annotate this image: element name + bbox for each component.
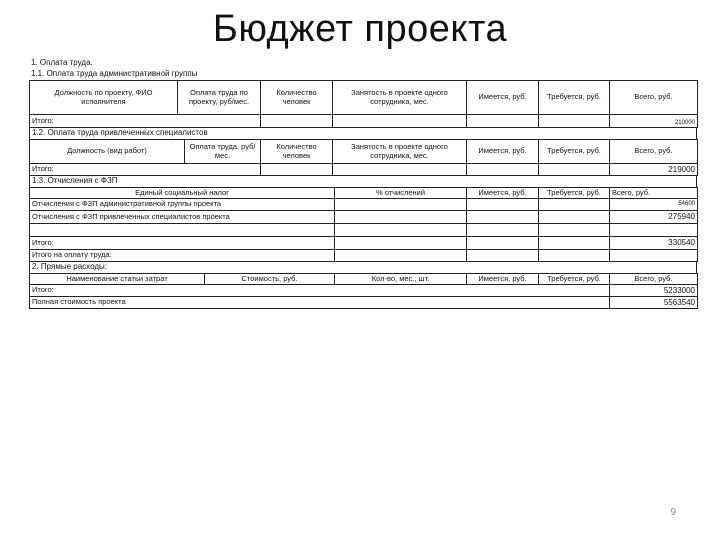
deductions-table	[29, 187, 698, 262]
column-header: Наименование статьи затрат	[30, 274, 205, 285]
column-header: Всего, руб.	[610, 140, 698, 164]
table-header-row	[30, 81, 698, 115]
page-title: Бюджет проекта	[212, 8, 508, 50]
column-header: Занятость в проекте одного сотрудника, мес.	[333, 81, 467, 115]
row-value: 54600	[610, 199, 698, 211]
table-header-row	[30, 274, 698, 285]
total-label: Итого:	[30, 285, 610, 297]
table-row	[30, 164, 698, 176]
column-header: Количество человек	[261, 140, 333, 164]
total-value: 5233000	[610, 285, 698, 297]
column-header: Стоимость, руб.	[205, 274, 335, 285]
column-header: Требуется, руб.	[539, 81, 610, 115]
total-label: Итого:	[30, 164, 261, 176]
row-label: Отчисления с ФЗП привлеченных специалистов проекта	[30, 211, 335, 224]
section-label-admin: 1.1. Оплата труда административной группы	[31, 69, 198, 78]
column-header: % отчислений	[335, 188, 467, 199]
table-row	[30, 237, 698, 250]
budget-sheet	[29, 58, 697, 309]
column-header: Всего, руб.	[610, 188, 698, 199]
column-header: Занятость в проекте одного сотрудника, мес.	[333, 140, 467, 164]
column-header: Единый социальный налог	[30, 188, 335, 199]
column-header: Должность (вид работ)	[30, 140, 185, 164]
table-row	[30, 224, 698, 237]
row-label: Отчисления с ФЗП административной группы проекта	[30, 199, 335, 211]
column-header: Всего, руб.	[610, 81, 698, 115]
table-header-row	[30, 140, 698, 164]
table-row	[30, 211, 698, 224]
admin-group-table	[29, 80, 698, 128]
total-value: 330540	[610, 237, 698, 250]
column-header: Требуется, руб.	[539, 188, 610, 199]
column-header: Имеется, руб.	[467, 140, 539, 164]
column-header: Количество человек	[261, 81, 333, 115]
specialists-table	[29, 139, 698, 176]
column-header: Имеется, руб.	[467, 188, 539, 199]
table-row	[30, 115, 698, 128]
pay-total-label: Итого на оплату труда:	[30, 250, 335, 262]
section-label-direct-costs: 2. Прямые расходы:	[29, 262, 697, 273]
grand-total-label: Полная стоимость проекта	[30, 297, 610, 309]
grand-total-value: 5563540	[610, 297, 698, 309]
column-header: Имеется, руб.	[467, 81, 539, 115]
table-row	[30, 285, 698, 297]
total-label: Итого:	[30, 115, 261, 128]
column-header: Всего, руб.	[610, 274, 698, 285]
column-header: Требуется, руб.	[539, 274, 610, 285]
column-header: Должность по проекту, ФИО исполнителя	[30, 81, 178, 115]
section-label-labor: 1. Оплата труда.	[31, 58, 93, 67]
column-header: Кол-во, мес., шт.	[335, 274, 467, 285]
column-header: Оплата труда по проекту, руб/мес.	[178, 81, 261, 115]
section-label-specialists: 1.2. Оплата труда привлеченных специалистов	[29, 128, 697, 139]
table-row	[30, 199, 698, 211]
column-header: Оплата труда, руб/мес.	[185, 140, 261, 164]
total-value: 219000	[610, 164, 698, 176]
total-value: 210000	[610, 115, 698, 128]
column-header: Имеется, руб.	[467, 274, 539, 285]
table-row	[30, 250, 698, 262]
row-value: 275940	[610, 211, 698, 224]
table-row	[30, 297, 698, 309]
page-number: 9	[670, 507, 676, 518]
direct-costs-table	[29, 273, 698, 309]
table-header-row	[30, 188, 698, 199]
column-header: Требуется, руб.	[539, 140, 610, 164]
section-label-deductions: 1.3. Отчисления с ФЗП	[29, 176, 697, 187]
total-label: Итого:	[30, 237, 335, 250]
